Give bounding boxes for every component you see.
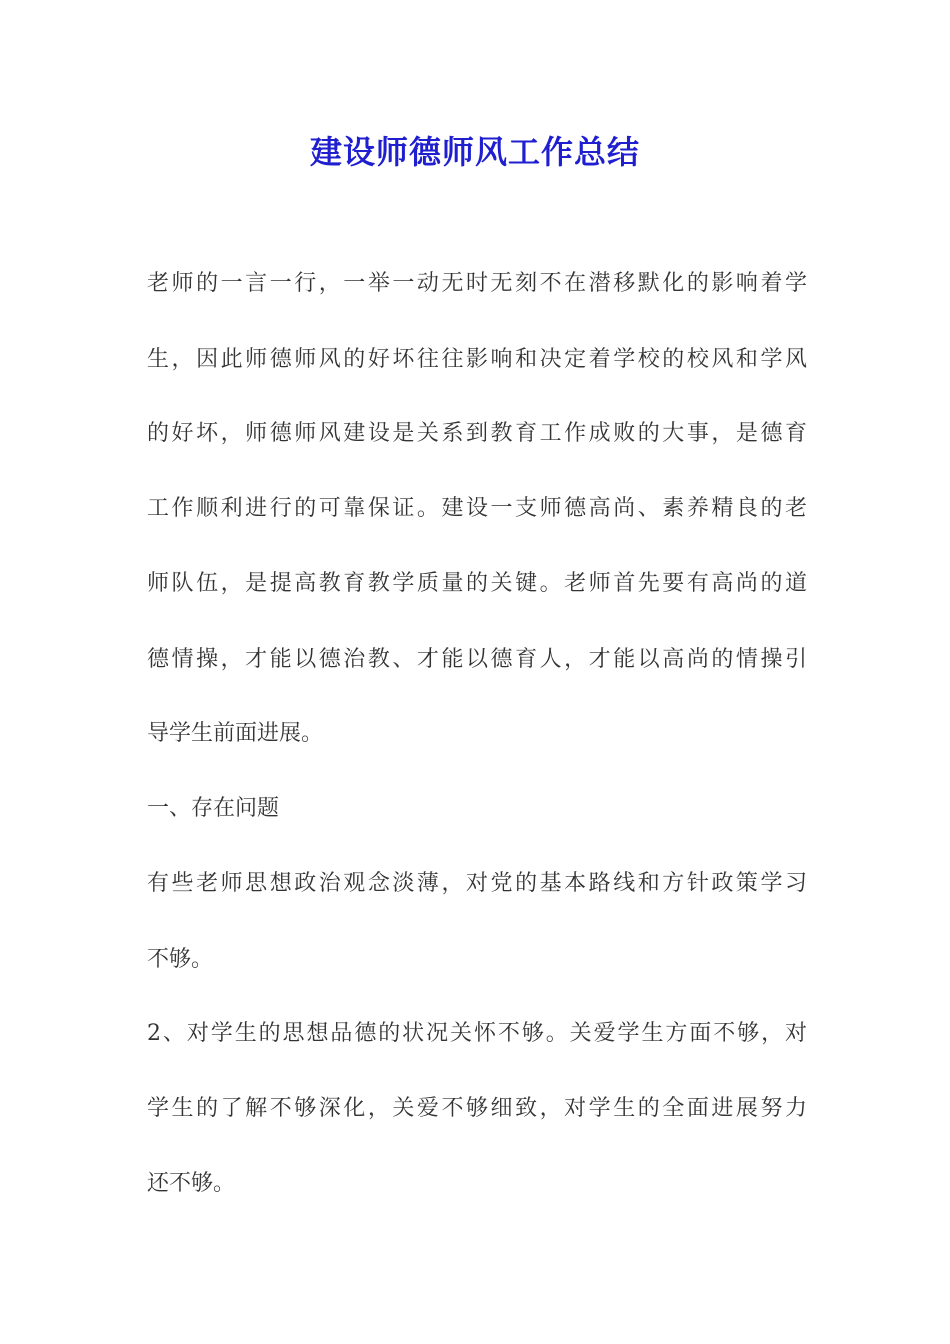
body-line: 德情操，才能以德治教、才能以德育人，才能以高尚的情操引 — [147, 647, 807, 672]
body-line: 生，因此师德师风的好坏往往影响和决定着学校的校风和学风 — [147, 347, 807, 372]
body-line: 还不够。 — [147, 1171, 236, 1196]
body-line: 师队伍，是提高教育教学质量的关键。老师首先要有高尚的道 — [147, 571, 807, 596]
body-line: 2、对学生的思想品德的状况关怀不够。关爱学生方面不够，对 — [147, 1021, 807, 1046]
body-line: 有些老师思想政治观念淡薄，对党的基本路线和方针政策学习 — [147, 871, 807, 896]
body-line: 导学生前面进展。 — [147, 721, 324, 746]
body-line: 工作顺利进行的可靠保证。建设一支师德高尚、素养精良的老 — [147, 496, 807, 521]
body-line: 学生的了解不够深化，关爱不够细致，对学生的全面进展努力 — [147, 1096, 807, 1121]
body-line: 的好坏，师德师风建设是关系到教育工作成败的大事，是德育 — [147, 421, 807, 446]
body-line: 不够。 — [147, 947, 214, 972]
document-title: 建设师德师风工作总结 — [309, 133, 640, 171]
body-line: 老师的一言一行，一举一动无时无刻不在潜移默化的影响着学 — [147, 271, 807, 296]
section-heading: 一、存在问题 — [147, 796, 280, 821]
